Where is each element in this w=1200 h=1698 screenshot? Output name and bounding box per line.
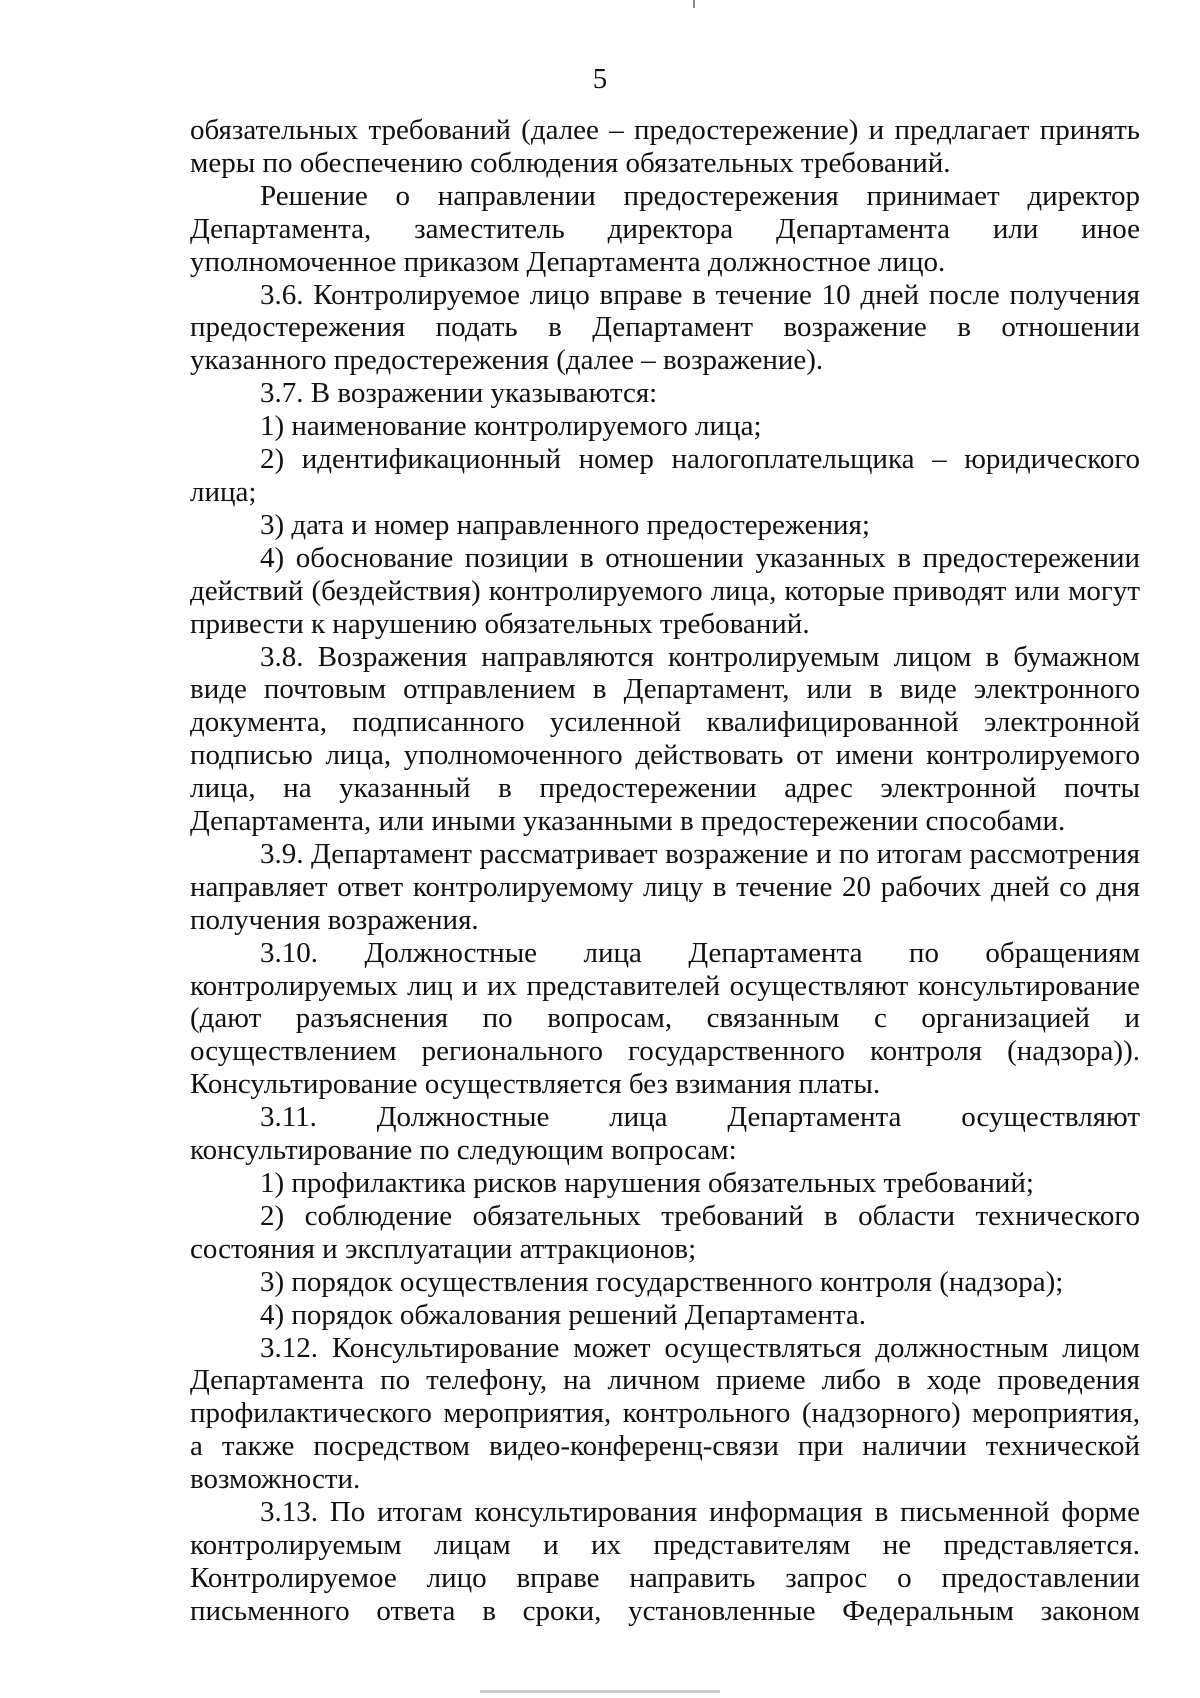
page-number: 5 bbox=[592, 63, 608, 95]
list-item-3-7-2: 2) идентификационный номер налогоплательщика – юридического лица; bbox=[190, 443, 1140, 508]
list-item-3-7-3: 3) дата и номер направленного предостережения; bbox=[260, 508, 870, 541]
paragraph-3-13: 3.13. По итогам консультирования информация в письменной форме контролируемым лицам и их представителям не представляется. Контролируемое лицо вправе направить запрос о предоставлении письменного ответа в сроки, установленные Федеральным законом bbox=[190, 1496, 1140, 1627]
list-item-3-11-2: 2) соблюдение обязательных требований в области технического состояния и эксплуатации аттракционов; bbox=[190, 1199, 1140, 1265]
list-item-3-7-1: 1) наименование контролируемого лица; bbox=[260, 410, 762, 443]
paragraph-3-12: 3.12. Консультирование может осуществляться должностным лицом Департамента по телефону, на личном приеме либо в ходе проведения профилактического мероприятия, контрольного (надзорного) мероприятия, а также посредством видео-конференц-связи при наличии технической возможности. bbox=[190, 1331, 1140, 1496]
paragraph-continuation: обязательных требований (далее – предостережение) и предлагает принять меры по обеспечению соблюдения обязательных требований. bbox=[190, 114, 1140, 179]
paragraph-3-7: 3.7. В возражении указываются: bbox=[260, 377, 658, 410]
list-item-3-11-1: 1) профилактика рисков нарушения обязательных требований; bbox=[260, 1167, 1034, 1199]
scan-artifact-smudge bbox=[480, 1690, 720, 1693]
paragraph-3-11: 3.11. Должностные лица Департамента осуществляют консультирование по следующим вопросам: bbox=[190, 1101, 1140, 1167]
list-item-3-11-3: 3) порядок осуществления государственного контроля (надзора); bbox=[260, 1265, 1064, 1298]
scan-artifact-mark bbox=[693, 0, 695, 8]
document-body bbox=[190, 114, 1140, 1628]
paragraph-decision: Решение о направлении предостережения принимает директор Департамента, заместитель директора Департамента или иное уполномоченное приказом Департамента должностное лицо. bbox=[190, 179, 1140, 278]
list-item-3-7-4: 4) обоснование позиции в отношении указанных в предостережении действий (бездействия) контролируемого лица, которые приводят или могут привести к нарушению обязательных требований. bbox=[190, 541, 1140, 640]
paragraph-3-8: 3.8. Возражения направляются контролируемым лицом в бумажном виде почтовым отправлением в Департамент, или в виде электронного документа, подписанного усиленной квалифицированной электронной подписью лица, уполномоченного действовать от имени контролируемого лица, на указанный в предостережении адрес электронной почты Департамента, или иными указанными в предостережении способами. bbox=[190, 640, 1140, 838]
paragraph-3-9: 3.9. Департамент рассматривает возражение и по итогам рассмотрения направляет ответ контролируемому лицу в течение 20 рабочих дней со дня получения возражения. bbox=[190, 837, 1140, 936]
paragraph-3-6: 3.6. Контролируемое лицо вправе в течение 10 дней после получения предостережения подать в Департамент возражение в отношении указанного предостережения (далее – возражение). bbox=[190, 278, 1140, 377]
paragraph-3-10: 3.10. Должностные лица Департамента по обращениям контролируемых лиц и их представителей осуществляют консультирование (дают разъяснения по вопросам, связанным с организацией и осуществлением регионального государственного контроля (надзора)). Консультирование осуществляется без взимания платы. bbox=[190, 936, 1140, 1101]
list-item-3-11-4: 4) порядок обжалования решений Департамента. bbox=[260, 1298, 867, 1331]
